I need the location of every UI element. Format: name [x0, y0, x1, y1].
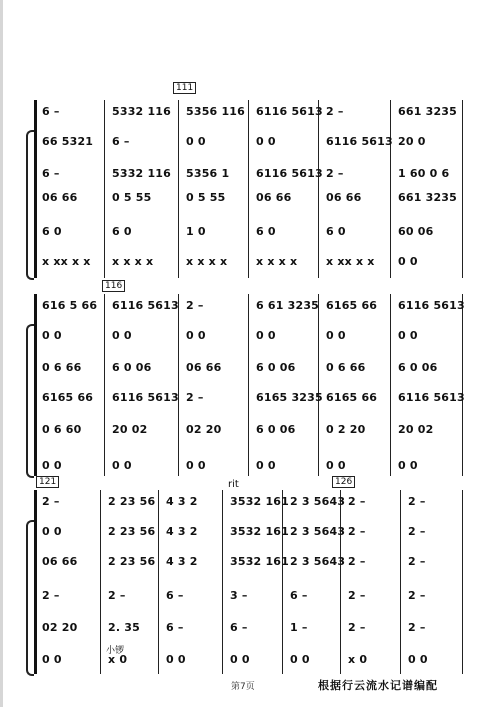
measure-cell: 2 –: [348, 555, 366, 568]
rehearsal-mark-116: 116: [102, 280, 125, 292]
measure-cell: x 0: [348, 653, 368, 666]
measure-cell: 0 0: [256, 329, 276, 342]
measure-cell: 661 3235: [398, 105, 458, 118]
measure-cell: 02 20: [186, 423, 222, 436]
staff-row-part-5: [0, 420, 500, 440]
measure-cell: 6 0: [112, 225, 132, 238]
measure-cell: 6 0 06: [112, 361, 152, 374]
measure-cell: 06 66: [326, 191, 362, 204]
staff-row-part-3: [0, 358, 500, 378]
measure-cell: 0 0: [408, 653, 428, 666]
score-system-1: [0, 92, 500, 282]
barline: [282, 490, 283, 674]
measure-cell: 2 3 5643: [290, 555, 346, 568]
barline: [158, 490, 159, 674]
measure-cell: 0 0: [186, 135, 206, 148]
measure-cell: 6 61 3235: [256, 299, 320, 312]
measure-cell: 6116 5613: [326, 135, 393, 148]
staff-row-part-4: [0, 188, 500, 208]
measure-cell: 06 66: [42, 191, 78, 204]
measure-cell: 6 0 06: [256, 423, 296, 436]
measure-cell: 2. 35: [108, 621, 140, 634]
rehearsal-mark-111: 111: [173, 82, 196, 94]
barline: [222, 490, 223, 674]
measure-cell: 5332 116: [112, 105, 172, 118]
staff-row-part-4: [0, 586, 500, 606]
measure-cell: 0 0: [112, 329, 132, 342]
staff-row-percussion: [0, 252, 500, 272]
measure-cell: 0 0: [230, 653, 250, 666]
measure-cell: 2 –: [408, 621, 426, 634]
measure-cell: 0 0: [42, 525, 62, 538]
measure-cell: 2 –: [408, 525, 426, 538]
measure-cell: 0 0: [326, 329, 346, 342]
measure-cell: 2 –: [108, 589, 126, 602]
measure-cell: 2 3 5643: [290, 495, 346, 508]
measure-cell: 6116 5613: [398, 299, 465, 312]
staff-row-part-3: [0, 552, 500, 572]
rehearsal-mark-126: 126: [332, 476, 355, 488]
measure-cell: 6 0: [256, 225, 276, 238]
measure-cell: 0 6 60: [42, 423, 82, 436]
barline: [34, 294, 37, 476]
barline: [100, 490, 101, 674]
page-number: 第7页: [231, 682, 255, 692]
staff-row-part-2: [0, 326, 500, 346]
measure-cell: 0 0: [42, 459, 62, 472]
measure-cell: 2 –: [408, 495, 426, 508]
measure-cell: x x x x: [256, 255, 298, 268]
measure-cell: x xx x x: [326, 255, 375, 268]
measure-cell: 6165 66: [42, 391, 94, 404]
measure-cell: x x x x: [112, 255, 154, 268]
measure-cell: 0 5 55: [186, 191, 226, 204]
measure-cell: 2 –: [348, 525, 366, 538]
barline: [318, 294, 319, 476]
measure-cell: 0 0: [398, 459, 418, 472]
staff-row-part-2: [0, 522, 500, 542]
measure-cell: 6116 5613: [112, 391, 179, 404]
measure-cell: 6116 5613: [112, 299, 179, 312]
measure-cell: 20 02: [112, 423, 148, 436]
measure-cell: 6116 5613: [256, 167, 323, 180]
score-system-2: [0, 290, 500, 480]
measure-cell: 6 –: [166, 589, 184, 602]
barline: [400, 490, 401, 674]
barline: [178, 294, 179, 476]
measure-cell: 4 3 2: [166, 495, 198, 508]
measure-cell: 0 6 66: [326, 361, 366, 374]
measure-cell: 6 0 06: [256, 361, 296, 374]
measure-cell: 5356 116: [186, 105, 246, 118]
barline: [390, 294, 391, 476]
rehearsal-mark-121: 121: [36, 476, 59, 488]
measure-cell: 2 –: [348, 495, 366, 508]
measure-cell: 6165 66: [326, 299, 378, 312]
measure-cell: 20 0: [398, 135, 426, 148]
staff-row-percussion: [0, 456, 500, 476]
barline: [104, 294, 105, 476]
barline: [462, 490, 463, 674]
measure-cell: 2 –: [408, 589, 426, 602]
measure-cell: 4 3 2: [166, 525, 198, 538]
measure-cell: 2 23 56: [108, 525, 156, 538]
measure-cell: 06 66: [186, 361, 222, 374]
measure-cell: 06 66: [42, 555, 78, 568]
barline: [462, 294, 463, 476]
barline: [34, 490, 37, 674]
measure-cell: x x x x: [186, 255, 228, 268]
measure-cell: 1 60 0 6: [398, 167, 450, 180]
measure-cell: 20 02: [398, 423, 434, 436]
measure-cell: 6165 66: [326, 391, 378, 404]
measure-cell: 0 0: [112, 459, 132, 472]
measure-cell: 0 0: [326, 459, 346, 472]
staff-row-melody: [0, 296, 500, 316]
measure-cell: x xx x x: [42, 255, 91, 268]
measure-cell: 0 0: [42, 653, 62, 666]
measure-cell: 6165 3235: [256, 391, 323, 404]
measure-cell: 0 0: [186, 459, 206, 472]
measure-cell: 6116 5613: [398, 391, 465, 404]
staff-row-part-2: [0, 132, 500, 152]
measure-cell: 6 –: [230, 621, 248, 634]
measure-cell: 2 23 56: [108, 495, 156, 508]
measure-cell: 3 –: [230, 589, 248, 602]
measure-cell: 6 –: [112, 135, 130, 148]
measure-cell: 3532 161: [230, 495, 290, 508]
measure-cell: 4 3 2: [166, 555, 198, 568]
measure-cell: 2 –: [326, 105, 344, 118]
measure-cell: 0 0: [398, 329, 418, 342]
measure-cell: 2 –: [348, 621, 366, 634]
measure-cell: 0 0: [290, 653, 310, 666]
score-system-3: [0, 486, 500, 678]
measure-cell: 0 2 20: [326, 423, 366, 436]
measure-cell: 0 0: [256, 459, 276, 472]
measure-cell: 6 0: [326, 225, 346, 238]
measure-cell: 2 –: [42, 495, 60, 508]
measure-cell: 661 3235: [398, 191, 458, 204]
measure-cell: 0 0: [42, 329, 62, 342]
staff-row-part-4: [0, 388, 500, 408]
measure-cell: 2 –: [326, 167, 344, 180]
tempo-mark-rit: rit: [228, 479, 239, 490]
measure-cell: 6116 5613: [256, 105, 323, 118]
measure-cell: 616 5 66: [42, 299, 98, 312]
measure-cell: 0 0: [186, 329, 206, 342]
measure-cell: 06 66: [256, 191, 292, 204]
measure-cell: 2 –: [42, 589, 60, 602]
staff-row-part-5: [0, 618, 500, 638]
barline: [248, 294, 249, 476]
measure-cell: 0 0: [166, 653, 186, 666]
measure-cell: 6 –: [42, 105, 60, 118]
measure-cell: 66 5321: [42, 135, 94, 148]
measure-cell: 60 06: [398, 225, 434, 238]
measure-cell: 5356 1: [186, 167, 230, 180]
measure-cell: 0 5 55: [112, 191, 152, 204]
staff-row-part-3: [0, 164, 500, 184]
measure-cell: 1 –: [290, 621, 308, 634]
measure-cell: 2 23 56: [108, 555, 156, 568]
staff-row-percussion: [0, 650, 500, 670]
measure-cell: 2 –: [348, 589, 366, 602]
measure-cell: 02 20: [42, 621, 78, 634]
staff-row-melody: [0, 102, 500, 122]
percussion-annotation: 小锣: [106, 646, 125, 656]
measure-cell: 1 0: [186, 225, 206, 238]
measure-cell: 2 –: [408, 555, 426, 568]
staff-row-part-5: [0, 222, 500, 242]
arranger-credit: 根据行云流水记谱编配: [318, 679, 438, 692]
barline: [340, 490, 341, 674]
measure-cell: 0 0: [256, 135, 276, 148]
measure-cell: 0 6 66: [42, 361, 82, 374]
measure-cell: 2 3 5643: [290, 525, 346, 538]
measure-cell: 6 0: [42, 225, 62, 238]
measure-cell: 2 –: [186, 299, 204, 312]
measure-cell: x 0: [108, 653, 128, 666]
measure-cell: 3532 161: [230, 555, 290, 568]
measure-cell: 3532 161: [230, 525, 290, 538]
measure-cell: 5332 116: [112, 167, 172, 180]
measure-cell: 6 –: [290, 589, 308, 602]
measure-cell: 2 –: [186, 391, 204, 404]
measure-cell: 6 0 06: [398, 361, 438, 374]
measure-cell: 0 0: [398, 255, 418, 268]
measure-cell: 6 –: [42, 167, 60, 180]
staff-row-melody: [0, 492, 500, 512]
measure-cell: 6 –: [166, 621, 184, 634]
